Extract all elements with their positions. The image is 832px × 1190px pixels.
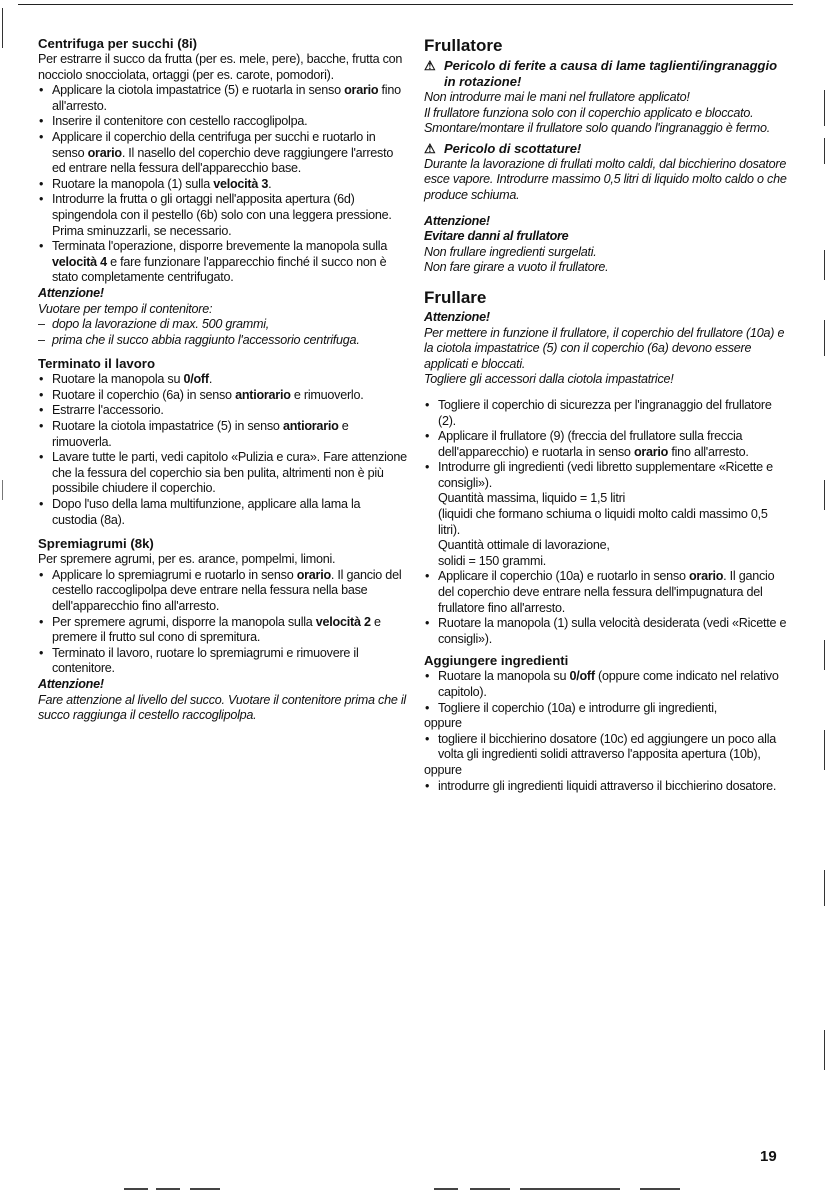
section-title: Terminato il lavoro — [38, 356, 155, 372]
bullet-list — [38, 83, 408, 286]
warning-triangle-icon: ⚠ — [424, 58, 436, 73]
list-item: • Ruotare la ciotola impastatrice (5) in senso antiorario e rimuoverla. — [38, 419, 408, 450]
bullet-list — [38, 372, 408, 528]
section-title: Spremiagrumi (8k) — [38, 536, 154, 552]
scan-edge-mark — [824, 138, 825, 164]
attention-subtitle: Evitare danni al frullatore — [424, 229, 569, 244]
page-number: 19 — [760, 1148, 777, 1165]
attention-text: Per mettere in funzione il frullatore, il coperchio del frullatore (10a) e la ciotola impastatrice (5) con il coperchio (6a) devono essere applicati e bloccati. — [424, 325, 785, 371]
attention-title: Attenzione! — [424, 213, 490, 228]
qty-solid: solidi = 150 grammi. — [438, 553, 547, 568]
scan-edge-mark — [824, 480, 825, 510]
scan-edge-left — [2, 8, 3, 48]
oppure-text: oppure — [424, 762, 462, 777]
bullet-list — [38, 568, 408, 677]
qty-opt: Quantità ottimale di lavorazione, — [438, 538, 610, 553]
attention-text: Fare attenzione al livello del succo. Vuotare il contenitore prima che il succo raggiunga il cestello raccoglipolpa. — [38, 692, 406, 723]
warning-text: Durante la lavorazione di frullati molto caldi, dal bicchierino dosatore esce vapore. Introdurre massimo 0,5 litri di liquido molto caldo o che produce schiuma. — [424, 156, 787, 202]
list-item: • Applicare lo spremiagrumi e ruotarlo in senso orario. Il gancio del cestello raccoglipolpa deve entrare nella fessura nella base dell'apparecchio fino all'arresto. — [38, 568, 408, 615]
list-item: • Lavare tutte le parti, vedi capitolo «Pulizia e cura». Fare attenzione che la fessura del coperchio sia ben pulita, altrimenti non è più possibile chiudere il coperchio. — [38, 450, 408, 497]
list-item: • togliere il bicchierino dosatore (10c) ed aggiungere un poco alla volta gli ingredienti solidi attraverso l'apposita apertura (10b), — [424, 732, 789, 763]
list-item: • Ruotare la manopola (1) sulla velocità desiderata (vedi «Ricette e consigli»). — [424, 616, 789, 647]
list-item: • Applicare il frullatore (9) (freccia del frullatore sulla freccia dell'apparecchio) e ruotarla in senso orario fino all'arresto. — [424, 429, 789, 460]
section-intro: Per spremere agrumi, per es. arance, pompelmi, limoni. — [38, 552, 336, 567]
list-item: • introdurre gli ingredienti liquidi attraverso il bicchierino dosatore. — [424, 779, 789, 795]
section-frullatore — [424, 36, 789, 276]
list-item: • Togliere il coperchio (10a) e introdurre gli ingredienti, — [424, 701, 789, 717]
attention-title: Attenzione! — [424, 309, 490, 324]
bullet-list — [424, 732, 789, 763]
list-item: • Dopo l'uso della lama multifunzione, applicare alla lama la custodia (8a). — [38, 497, 408, 528]
warning-text: Non introdurre mai le mani nel frullatore applicato! — [424, 90, 690, 104]
scan-edge-mark — [824, 250, 825, 280]
section-terminato — [38, 356, 408, 528]
scan-edge-mark — [824, 1030, 825, 1070]
scan-edge-top — [18, 4, 793, 5]
qty-foam: (liquidi che formano schiuma o liquidi molto caldi massimo 0,5 litri). — [438, 507, 768, 537]
list-item: • Introdurre la frutta o gli ortaggi nell'apposita apertura (6d) spingendola con il pestello (6b) solo con una leggera pressione. Prima sminuzzarli, se necessario. — [38, 192, 408, 239]
section-spremiagrumi — [38, 536, 408, 724]
section-centrifuga — [38, 36, 408, 348]
dash-list — [38, 317, 408, 348]
scan-edge-mark — [824, 870, 825, 906]
warning-triangle-icon: ⚠ — [424, 140, 436, 156]
section-title: Frullare — [424, 287, 487, 307]
warning-text: Il frullatore funziona solo con il coperchio applicato e bloccato. — [424, 105, 754, 120]
attention-title: Attenzione! — [38, 676, 104, 691]
scan-edge-mark — [824, 640, 825, 670]
list-item: • Applicare il coperchio della centrifuga per succhi e ruotarlo in senso orario. Il nasello del coperchio deve raggiungere l'arresto ed entrare nella fessura dell'apparecchio base. — [38, 130, 408, 177]
dash-item: – dopo la lavorazione di max. 500 grammi, — [38, 317, 408, 333]
bullet-list — [424, 398, 789, 648]
warning-heading: ⚠ Pericolo di ferite a causa di lame taglienti/ingranaggio in rotazione! — [424, 58, 778, 89]
attention-text: Non frullare ingredienti surgelati. — [424, 244, 597, 259]
list-item: • Applicare il coperchio (10a) e ruotarlo in senso orario. Il gancio del coperchio deve entrare nella fessura dell'impugnatura del frullatore fino all'arresto. — [424, 569, 789, 616]
scan-edge-mark — [824, 90, 825, 126]
bullet-list — [424, 669, 789, 716]
list-item: • Introdurre gli ingredienti (vedi libretto supplementare «Ricette e consigli»). Quantità massima, liquido = 1,5 litri (liquidi che formano schiuma o liquidi molto caldi massimo 0,5 litri). Quantità ottimale di lavorazione, solidi = 150 grammi. — [424, 460, 789, 569]
warning-text: Smontare/montare il frullatore solo quando l'ingranaggio è fermo. — [424, 121, 770, 136]
scan-edge-mark — [824, 320, 825, 356]
attention-text: Non fare girare a vuoto il frullatore. — [424, 260, 609, 275]
section-title: Centrifuga per succhi (8i) — [38, 36, 198, 51]
scan-edge-left-lower — [2, 480, 3, 500]
section-intro: Per estrarre il succo da frutta (per es. mele, pere), bacche, frutta con nocciolo snocciolata, ortaggi (per es. carote, pomodori). — [38, 52, 403, 82]
list-item: • Ruotare la manopola su 0/off (oppure come indicato nel relativo capitolo). — [424, 669, 789, 700]
dash-item: – prima che il succo abbia raggiunto l'accessorio centrifuga. — [38, 333, 408, 349]
list-item: • Ruotare la manopola su 0/off. — [38, 372, 408, 388]
attention-text: Vuotare per tempo il contenitore: — [38, 301, 213, 316]
section-title: Frullatore — [424, 36, 503, 55]
section-aggiungere — [424, 653, 789, 794]
list-item: • Applicare la ciotola impastatrice (5) e ruotarla in senso orario fino all'arresto. — [38, 83, 408, 114]
warning-heading: ⚠ Pericolo di scottature! — [424, 140, 582, 156]
oppure-text: oppure — [424, 716, 462, 731]
list-item: • Estrarre l'accessorio. — [38, 403, 408, 419]
list-item: • Ruotare il coperchio (6a) in senso antiorario e rimuoverlo. — [38, 388, 408, 404]
list-item: • Terminata l'operazione, disporre brevemente la manopola sulla velocità 4 e fare funzionare l'apparecchio finché il succo non è stato completamente centrifugato. — [38, 239, 408, 286]
left-column — [38, 36, 408, 724]
bullet-list — [424, 779, 789, 795]
list-item: • Per spremere agrumi, disporre la manopola sulla velocità 2 e premere il frutto sul cono di spremitura. — [38, 615, 408, 646]
section-title: Aggiungere ingredienti — [424, 653, 569, 669]
list-item: • Terminato il lavoro, ruotare lo spremiagrumi e rimuovere il contenitore. — [38, 646, 408, 677]
list-item: • Ruotare la manopola (1) sulla velocità 3. — [38, 177, 408, 193]
list-item: • Inserire il contenitore con cestello raccoglipolpa. — [38, 114, 408, 130]
section-frullare — [424, 288, 789, 647]
right-column — [424, 36, 789, 794]
attention-title: Attenzione! — [38, 285, 104, 300]
list-item: • Togliere il coperchio di sicurezza per l'ingranaggio del frullatore (2). — [424, 398, 789, 429]
attention-text: Togliere gli accessori dalla ciotola impastatrice! — [424, 372, 674, 387]
qty-max: Quantità massima, liquido = 1,5 litri — [438, 491, 626, 506]
scan-edge-mark — [824, 730, 825, 770]
